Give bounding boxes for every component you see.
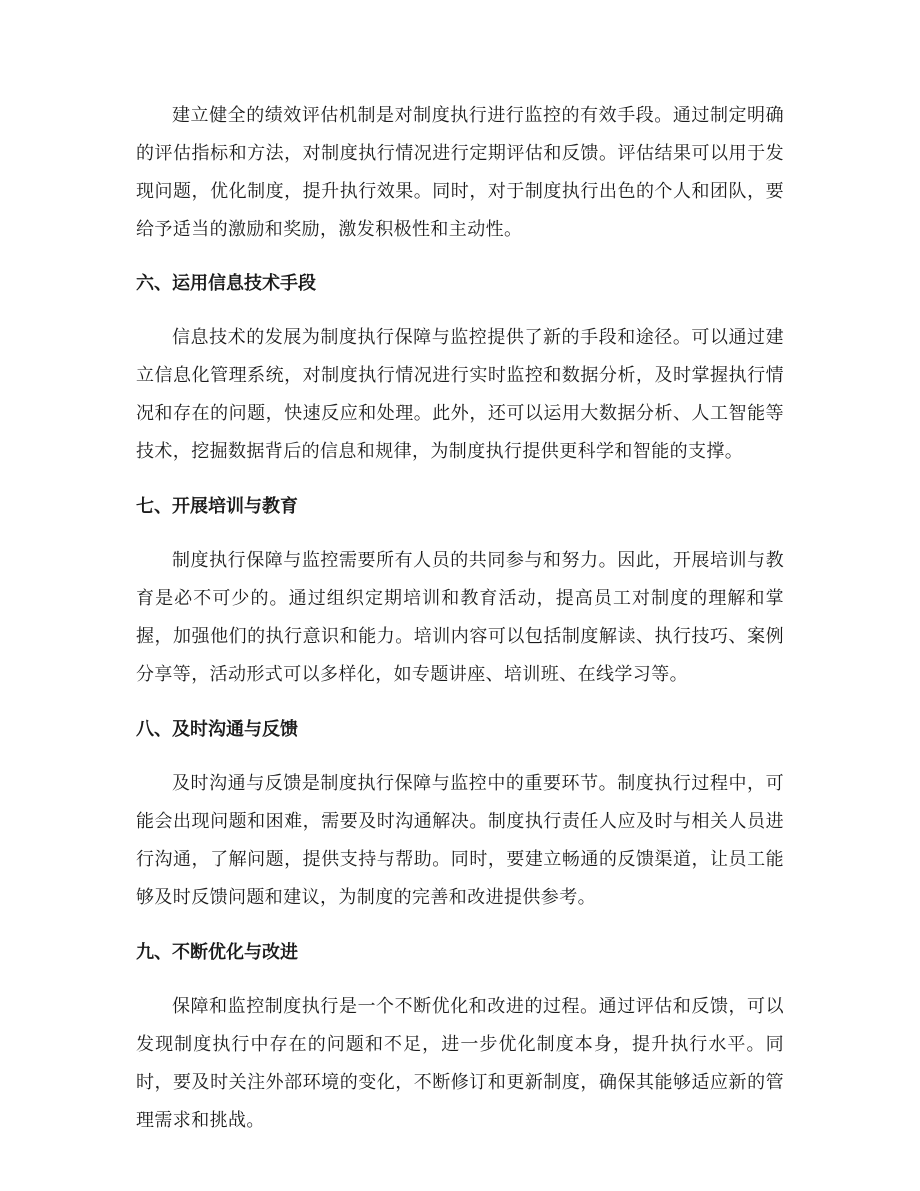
- paragraph-optimization-improvement: 保障和监控制度执行是一个不断优化和改进的过程。通过评估和反馈，可以发现制度执行中存在的问题和不足，进一步优化制度本身，提升执行水平。同时，要及时关注外部环境的变化，不断修订和更新制度，确保其能够适应新的管理需求和挑战。: [136, 996, 784, 1131]
- heading-information-technology: 六、运用信息技术手段: [136, 273, 316, 294]
- document-page: [136, 97, 784, 1161]
- paragraph-information-technology: 信息技术的发展为制度执行保障与监控提供了新的手段和途径。可以通过建立信息化管理系统，对制度执行情况进行实时监控和数据分析，及时掌握执行情况和存在的问题，快速反应和处理。此外，还可以运用大数据分析、人工智能等技术，挖掘数据背后的信息和规律，为制度执行提供更科学和智能的支撑。: [136, 327, 784, 462]
- paragraph-training-education: 制度执行保障与监控需要所有人员的共同参与和努力。因此，开展培训与教育是必不可少的。通过组织定期培训和教育活动，提高员工对制度的理解和掌握，加强他们的执行意识和能力。培训内容可以包括制度解读、执行技巧、案例分享等，活动形式可以多样化，如专题讲座、培训班、在线学习等。: [136, 550, 784, 685]
- paragraph-evaluation: 建立健全的绩效评估机制是对制度执行进行监控的有效手段。通过制定明确的评估指标和方法，对制度执行情况进行定期评估和反馈。评估结果可以用于发现问题，优化制度，提升执行效果。同时，对于制度执行出色的个人和团队，要给予适当的激励和奖励，激发积极性和主动性。: [136, 105, 784, 240]
- heading-optimization-improvement: 九、不断优化与改进: [136, 942, 298, 963]
- paragraph-communication-feedback: 及时沟通与反馈是制度执行保障与监控中的重要环节。制度执行过程中，可能会出现问题和困难，需要及时沟通解决。制度执行责任人应及时与相关人员进行沟通，了解问题，提供支持与帮助。同时，要建立畅通的反馈渠道，让员工能够及时反馈问题和建议，为制度的完善和改进提供参考。: [136, 773, 784, 908]
- heading-training-education: 七、开展培训与教育: [136, 496, 298, 517]
- heading-communication-feedback: 八、及时沟通与反馈: [136, 719, 298, 740]
